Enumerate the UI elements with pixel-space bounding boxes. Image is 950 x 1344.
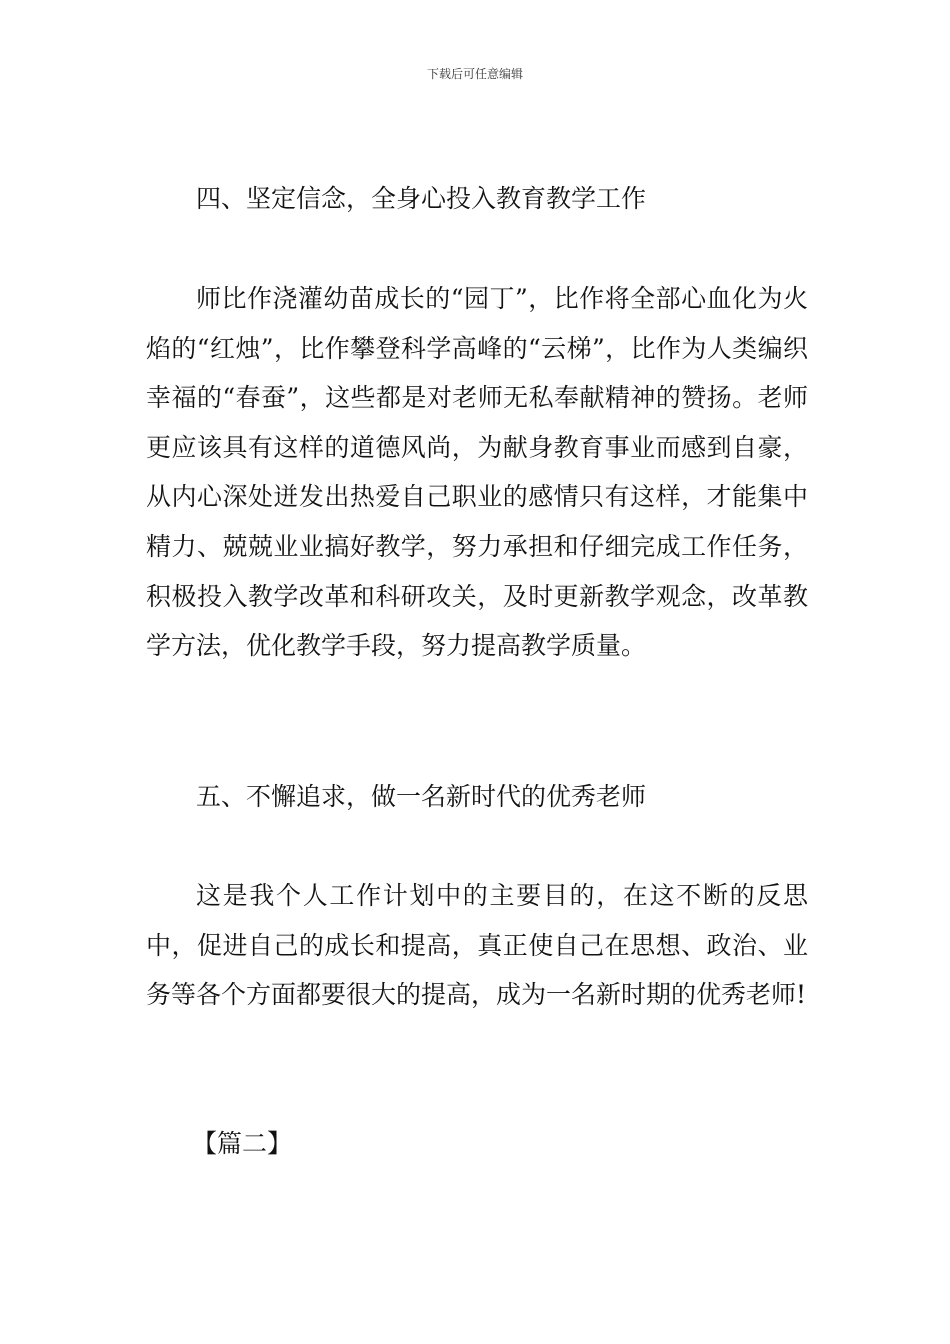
section-marker: 【篇二】 (192, 1129, 293, 1158)
section-paragraph-5: 这是我个人工作计划中的主要目的，在这不断的反思中，促进自己的成长和提高，真正使自己在思想、政治、业务等各个方面都要很大的提高，成为一名新时期的优秀老师! (146, 881, 808, 1010)
page-header-note: 下载后可任意编辑 (426, 67, 523, 81)
section-heading-5: 五、不懈追求，做一名新时代的优秀老师 (196, 782, 647, 811)
section-heading-4: 四、坚定信念，全身心投入教育教学工作 (196, 184, 647, 213)
section-paragraph-4: 师比作浇灌幼苗成长的“园丁”，比作将全部心血化为火焰的“红烛”，比作攀登科学高峰的“云梯”，比作为人类编织幸福的“春蚕”，这些都是对老师无私奉献精神的赞扬。老师更应该具有这样的道德风尚，为献身教育事业而感到自豪，从内心深处迸发出热爱自己职业的感情只有这样，才能集中精力、兢兢业业搞好教学，努力承担和仔细完成工作任务，积极投入教学改革和科研攻关，及时更新教学观念，改革教学方法，优化教学手段，努力提高教学质量。 (146, 284, 808, 661)
